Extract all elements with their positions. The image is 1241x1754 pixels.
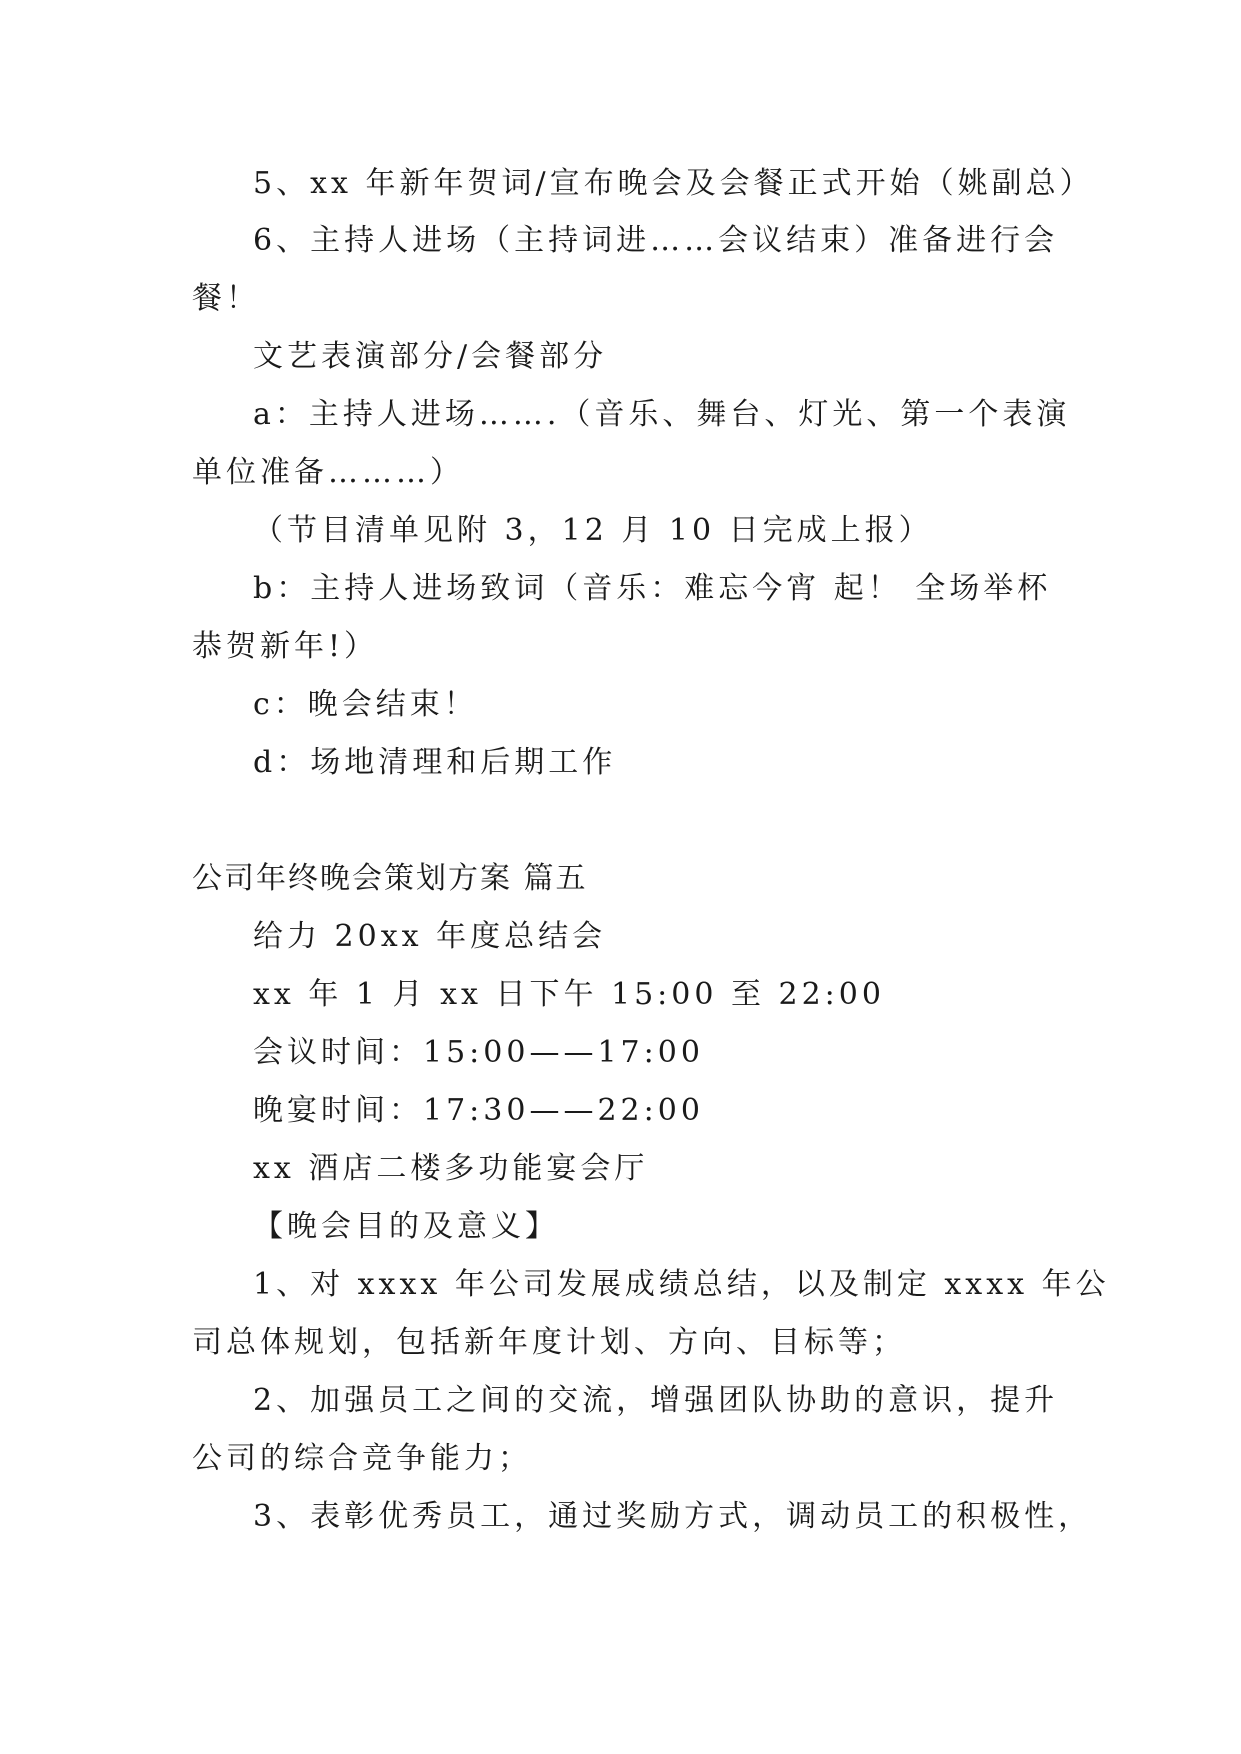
paragraph-line: 晚宴时间：17:30——22:00 — [253, 1093, 704, 1128]
paragraph-line: 5、xx 年新年贺词/宣布晚会及会餐正式开始（姚副总） — [253, 166, 1094, 201]
paragraph-line: 1、对 xxxx 年公司发展成绩总结，以及制定 xxxx 年公 — [253, 1267, 1110, 1302]
paragraph-line: 3、表彰优秀员工，通过奖励方式，调动员工的积极性， — [253, 1499, 1093, 1534]
paragraph-line: d：场地清理和后期工作 — [253, 745, 617, 780]
paragraph-line: xx 年 1 月 xx 日下午 15:00 至 22:00 — [253, 977, 885, 1012]
paragraph-line: b：主持人进场致词（音乐：难忘今宵 起！ 全场举杯 — [253, 571, 1052, 606]
paragraph-line: 餐！ — [192, 281, 260, 316]
paragraph-line: c：晚会结束！ — [253, 687, 478, 722]
paragraph-line: 恭贺新年!） — [192, 629, 379, 664]
paragraph-line: （节目清单见附 3，12 月 10 日完成上报） — [253, 513, 933, 548]
paragraph-line: xx 酒店二楼多功能宴会厅 — [253, 1151, 649, 1186]
paragraph-line: 单位准备………） — [192, 455, 464, 490]
paragraph-line: 公司的综合竞争能力； — [192, 1441, 532, 1476]
paragraph-line: a：主持人进场…….（音乐、舞台、灯光、第一个表演 — [253, 397, 1071, 432]
paragraph-line: 司总体规划，包括新年度计划、方向、目标等； — [192, 1325, 906, 1360]
paragraph-line: 6、主持人进场（主持词进……会议结束）准备进行会 — [253, 223, 1059, 258]
paragraph-line: 2、加强员工之间的交流，增强团队协助的意识，提升 — [253, 1383, 1059, 1418]
subsection-heading: 【晚会目的及意义】 — [253, 1209, 559, 1244]
paragraph-line: 文艺表演部分/会餐部分 — [253, 339, 608, 374]
section-heading: 公司年终晚会策划方案 篇五 — [192, 861, 588, 896]
paragraph-line: 会议时间：15:00——17:00 — [253, 1035, 704, 1070]
paragraph-line: 给力 20xx 年度总结会 — [253, 919, 607, 954]
